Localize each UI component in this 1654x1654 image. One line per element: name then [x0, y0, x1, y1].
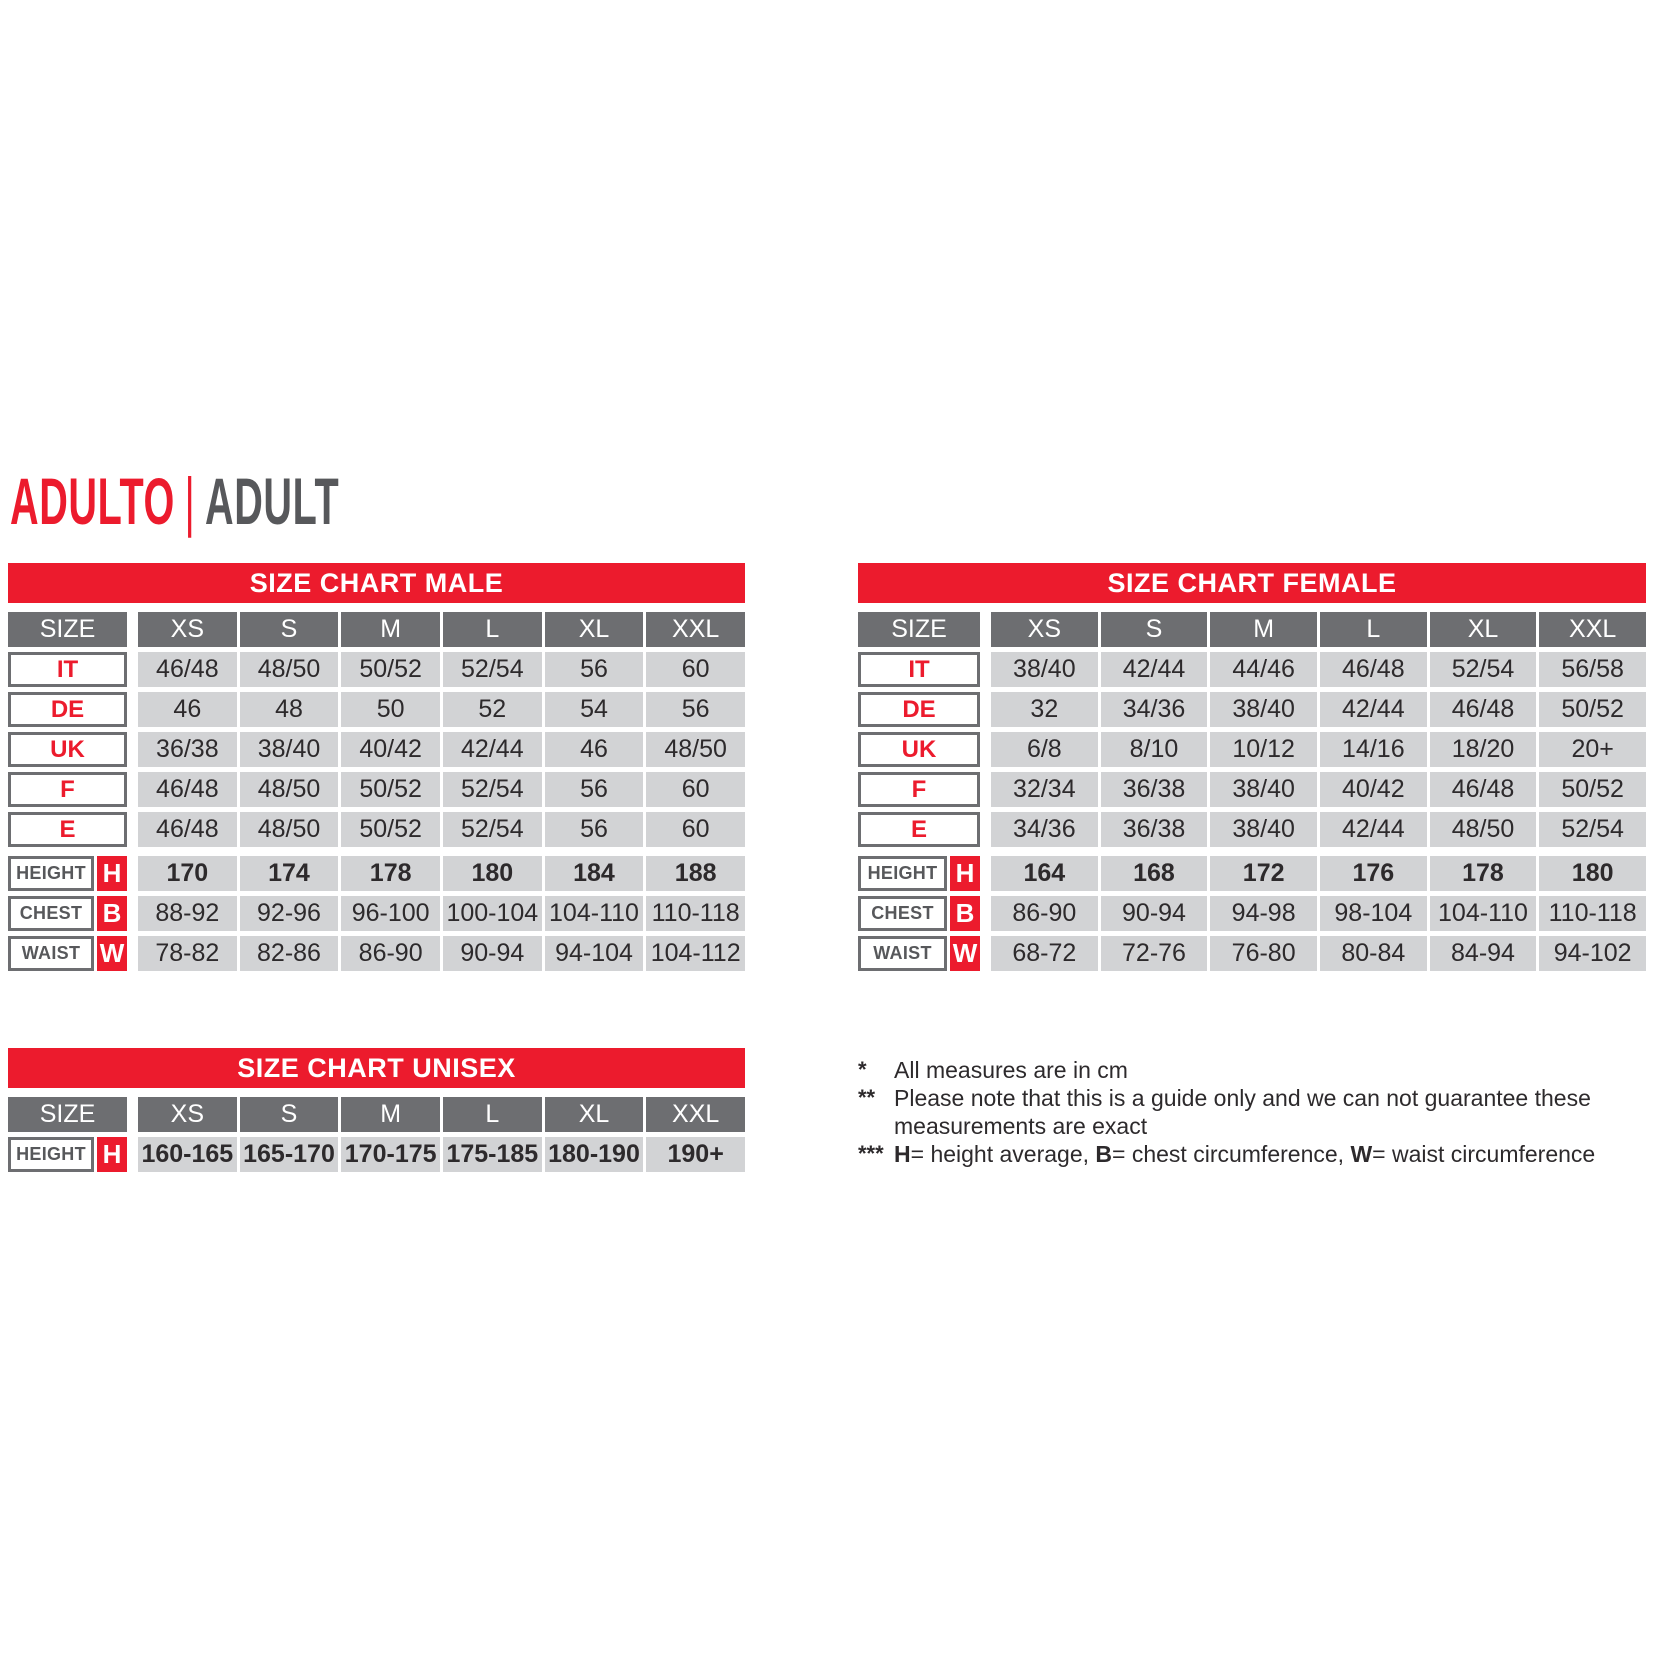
measure-cell: 88-92	[138, 896, 237, 931]
size-cell: 6/8	[991, 732, 1098, 767]
male-size-grid	[8, 612, 745, 847]
measure-cell: 80-84	[1320, 936, 1427, 971]
size-cell: 20+	[1539, 732, 1646, 767]
measure-cell: 78-82	[138, 936, 237, 971]
measure-cell: 84-94	[1430, 936, 1537, 971]
column-header-m: M	[1210, 612, 1317, 647]
measure-cell: 90-94	[1101, 896, 1208, 931]
female-table-banner	[858, 563, 1646, 603]
legend-w-desc: = waist circumference	[1372, 1141, 1596, 1167]
size-cell: 48/50	[646, 732, 745, 767]
measure-label: CHEST	[8, 896, 94, 931]
column-header-l: L	[1320, 612, 1427, 647]
female-size-grid	[858, 612, 1646, 847]
row-label-waist	[8, 936, 135, 971]
size-cell: 36/38	[138, 732, 237, 767]
size-cell: 38/40	[991, 652, 1098, 687]
size-cell: 40/42	[341, 732, 440, 767]
measure-cell: 92-96	[240, 896, 339, 931]
size-cell: 38/40	[1210, 812, 1317, 847]
male-table-banner	[8, 563, 745, 603]
footnote-legend	[858, 1140, 1654, 1168]
size-cell: 32/34	[991, 772, 1098, 807]
row-label-chest	[8, 896, 135, 931]
female-table-title: SIZE CHART FEMALE	[1107, 567, 1397, 598]
unisex-table-title: SIZE CHART UNISEX	[237, 1052, 516, 1083]
column-header-xs: XS	[138, 1097, 237, 1132]
measure-cell: 98-104	[1320, 896, 1427, 931]
column-header-size: SIZE	[8, 612, 127, 647]
column-header-m: M	[341, 612, 440, 647]
size-cell: 42/44	[443, 732, 542, 767]
legend-w: W	[1350, 1141, 1373, 1167]
measure-label: CHEST	[858, 896, 947, 931]
unisex-table-banner	[8, 1048, 745, 1088]
measure-cell: 168	[1101, 856, 1208, 891]
measure-cell: 188	[646, 856, 745, 891]
size-cell: 48	[240, 692, 339, 727]
measure-cell: 174	[240, 856, 339, 891]
page-title-primary: ADULTO	[10, 464, 175, 538]
row-label-uk	[8, 732, 135, 767]
measure-cell: 94-98	[1210, 896, 1317, 931]
size-cell: 18/20	[1430, 732, 1537, 767]
column-header-xxl: XXL	[646, 612, 745, 647]
column-header-l: L	[443, 1097, 542, 1132]
measure-code-b: B	[950, 896, 980, 931]
column-header-xxl: XXL	[646, 1097, 745, 1132]
row-label-de	[858, 692, 988, 727]
size-cell: 56	[646, 692, 745, 727]
page-title-secondary: ADULT	[205, 464, 340, 538]
measure-cell: 172	[1210, 856, 1317, 891]
measure-cell: 90-94	[443, 936, 542, 971]
measure-cell: 180-190	[545, 1137, 644, 1172]
size-cell: 48/50	[240, 812, 339, 847]
size-cell: 48/50	[240, 652, 339, 687]
size-cell: 34/36	[991, 812, 1098, 847]
measure-cell: 184	[545, 856, 644, 891]
row-label-text: UK	[858, 732, 980, 767]
size-cell: 38/40	[1210, 772, 1317, 807]
column-header-m: M	[341, 1097, 440, 1132]
footnote-marker: *	[858, 1057, 867, 1082]
column-header-xl: XL	[545, 612, 644, 647]
measure-cell: 82-86	[240, 936, 339, 971]
measure-label: HEIGHT	[858, 856, 947, 891]
row-label-text: E	[858, 812, 980, 847]
measure-label: HEIGHT	[8, 1137, 94, 1172]
row-label-waist	[858, 936, 988, 971]
measure-cell: 96-100	[341, 896, 440, 931]
size-cell: 56/58	[1539, 652, 1646, 687]
size-cell: 52/54	[1430, 652, 1537, 687]
row-label-height	[858, 856, 988, 891]
measure-cell: 190+	[646, 1137, 745, 1172]
size-cell: 56	[545, 772, 644, 807]
measure-cell: 165-170	[240, 1137, 339, 1172]
measure-cell: 68-72	[991, 936, 1098, 971]
size-cell: 46/48	[1320, 652, 1427, 687]
measure-cell: 175-185	[443, 1137, 542, 1172]
row-label-height	[8, 1137, 135, 1172]
measure-cell: 180	[1539, 856, 1646, 891]
size-cell: 60	[646, 772, 745, 807]
measure-cell: 86-90	[341, 936, 440, 971]
measure-cell: 76-80	[1210, 936, 1317, 971]
size-cell: 32	[991, 692, 1098, 727]
footnote-text: All measures are in cm	[894, 1057, 1128, 1083]
measure-cell: 178	[341, 856, 440, 891]
column-header-xxl: XXL	[1539, 612, 1646, 647]
size-cell: 60	[646, 812, 745, 847]
measure-code-w: W	[950, 936, 980, 971]
row-label-it	[858, 652, 988, 687]
size-cell: 44/46	[1210, 652, 1317, 687]
measure-cell: 72-76	[1101, 936, 1208, 971]
column-header-size: SIZE	[858, 612, 980, 647]
measure-cell: 178	[1430, 856, 1537, 891]
size-cell: 52	[443, 692, 542, 727]
footnote-marker: ***	[858, 1141, 884, 1166]
measure-cell: 100-104	[443, 896, 542, 931]
size-cell: 36/38	[1101, 772, 1208, 807]
male-table-title: SIZE CHART MALE	[249, 567, 504, 598]
measure-cell: 94-104	[545, 936, 644, 971]
measure-cell: 164	[991, 856, 1098, 891]
measure-cell: 176	[1320, 856, 1427, 891]
male-header-size	[8, 612, 135, 647]
row-label-text: DE	[8, 692, 127, 727]
size-cell: 50/52	[1539, 692, 1646, 727]
legend-h-desc: = height average,	[910, 1141, 1096, 1167]
female-measure-grid	[858, 856, 1646, 971]
row-label-it	[8, 652, 135, 687]
measure-label: WAIST	[8, 936, 94, 971]
column-header-s: S	[240, 1097, 339, 1132]
measure-label: WAIST	[858, 936, 947, 971]
row-label-text: DE	[858, 692, 980, 727]
measure-code-h: H	[97, 856, 127, 891]
size-cell: 50/52	[1539, 772, 1646, 807]
size-cell: 34/36	[1101, 692, 1208, 727]
size-cell: 38/40	[240, 732, 339, 767]
row-label-de	[8, 692, 135, 727]
size-cell: 42/44	[1320, 812, 1427, 847]
size-cell: 54	[545, 692, 644, 727]
male-measure-grid	[8, 856, 745, 971]
column-header-s: S	[240, 612, 339, 647]
size-cell: 48/50	[240, 772, 339, 807]
size-cell: 50/52	[341, 772, 440, 807]
footnote-marker: **	[858, 1085, 876, 1110]
size-cell: 14/16	[1320, 732, 1427, 767]
row-label-e	[858, 812, 988, 847]
measure-cell: 170	[138, 856, 237, 891]
size-chart-female-table	[858, 563, 1646, 971]
legend-b: B	[1095, 1141, 1113, 1167]
size-cell: 46	[138, 692, 237, 727]
size-cell: 50	[341, 692, 440, 727]
size-cell: 10/12	[1210, 732, 1317, 767]
row-label-text: IT	[8, 652, 127, 687]
size-cell: 50/52	[341, 812, 440, 847]
measure-cell: 104-110	[1430, 896, 1537, 931]
size-cell: 42/44	[1320, 692, 1427, 727]
size-cell: 50/52	[341, 652, 440, 687]
measure-cell: 86-90	[991, 896, 1098, 931]
size-cell: 46/48	[138, 812, 237, 847]
measure-cell: 104-110	[545, 896, 644, 931]
measure-code-w: W	[97, 936, 127, 971]
column-header-xl: XL	[545, 1097, 644, 1132]
measure-cell: 170-175	[341, 1137, 440, 1172]
measure-code-h: H	[950, 856, 980, 891]
size-cell: 60	[646, 652, 745, 687]
row-label-text: UK	[8, 732, 127, 767]
page-title	[10, 464, 340, 538]
legend-h: H	[894, 1141, 911, 1167]
row-label-uk	[858, 732, 988, 767]
footnote-text	[894, 1140, 1595, 1168]
size-cell: 40/42	[1320, 772, 1427, 807]
row-label-text: IT	[858, 652, 980, 687]
measure-cell: 160-165	[138, 1137, 237, 1172]
size-cell: 46/48	[1430, 692, 1537, 727]
measure-cell: 180	[443, 856, 542, 891]
measure-cell: 110-118	[1539, 896, 1646, 931]
row-label-chest	[858, 896, 988, 931]
row-label-text: E	[8, 812, 127, 847]
size-cell: 8/10	[1101, 732, 1208, 767]
size-cell: 46/48	[138, 772, 237, 807]
measure-cell: 94-102	[1539, 936, 1646, 971]
row-label-f	[8, 772, 135, 807]
column-header-l: L	[443, 612, 542, 647]
measure-cell: 104-112	[646, 936, 745, 971]
measure-code-b: B	[97, 896, 127, 931]
female-header-size	[858, 612, 988, 647]
size-cell: 38/40	[1210, 692, 1317, 727]
page-title-separator: |	[184, 464, 196, 538]
footnote-guide-only	[858, 1084, 1654, 1140]
row-label-f	[858, 772, 988, 807]
size-cell: 46	[545, 732, 644, 767]
column-header-xl: XL	[1430, 612, 1537, 647]
size-cell: 52/54	[443, 772, 542, 807]
size-cell: 46/48	[138, 652, 237, 687]
footnotes	[858, 1056, 1654, 1168]
unisex-grid	[8, 1097, 745, 1172]
size-cell: 56	[545, 652, 644, 687]
measure-label: HEIGHT	[8, 856, 94, 891]
measure-code-h: H	[97, 1137, 127, 1172]
column-header-xs: XS	[991, 612, 1098, 647]
footnote-text: Please note that this is a guide only and we can not guarantee these measurements are exact	[894, 1085, 1591, 1139]
unisex-header-size	[8, 1097, 135, 1132]
row-label-e	[8, 812, 135, 847]
row-label-text: F	[8, 772, 127, 807]
size-cell: 52/54	[443, 812, 542, 847]
row-label-height	[8, 856, 135, 891]
size-chart-male-table	[8, 563, 745, 971]
size-chart-unisex-table	[8, 1048, 745, 1172]
size-cell: 56	[545, 812, 644, 847]
size-cell: 48/50	[1430, 812, 1537, 847]
size-cell: 52/54	[443, 652, 542, 687]
legend-b-desc: = chest circumference,	[1112, 1141, 1351, 1167]
measure-cell: 110-118	[646, 896, 745, 931]
column-header-xs: XS	[138, 612, 237, 647]
column-header-s: S	[1101, 612, 1208, 647]
row-label-text: F	[858, 772, 980, 807]
size-cell: 46/48	[1430, 772, 1537, 807]
size-cell: 52/54	[1539, 812, 1646, 847]
footnote-measures-cm	[858, 1056, 1654, 1084]
size-cell: 42/44	[1101, 652, 1208, 687]
size-cell: 36/38	[1101, 812, 1208, 847]
column-header-size: SIZE	[8, 1097, 127, 1132]
